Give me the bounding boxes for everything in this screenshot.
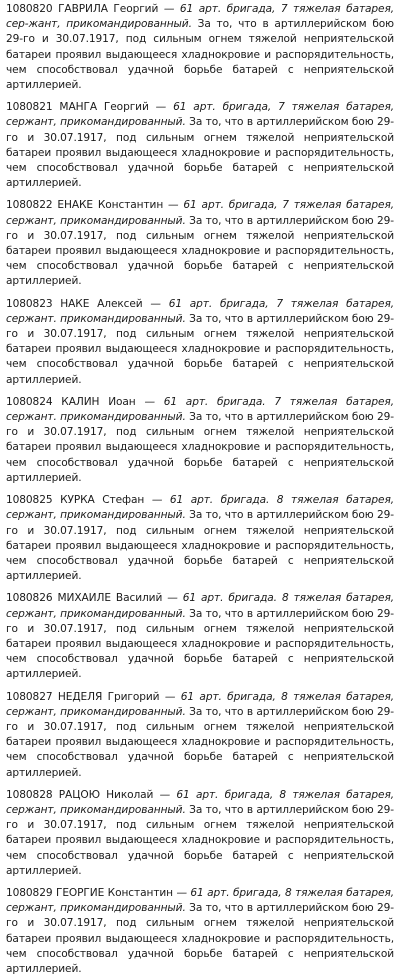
award-entry [6, 297, 394, 388]
award-entry [6, 690, 394, 781]
entry-citation: За то, что в артиллерийском бою 29-го и 30.07.1917, под сильным огнем тяжелой неприятельской батареи проявил выдающееся хладнокровие и распорядительность, чем способствовал удачной борьбе батарей с неприятельской артиллерией. [6, 607, 394, 681]
entry-name: ЕНАКЕ Константин [57, 199, 164, 212]
entry-unit: — 61 арт. бригада, 8 тяжелая батарея, сержант, прикомандированный. [6, 788, 394, 816]
entry-name: НАКЕ Алексей [60, 297, 143, 310]
entry-citation: За то, что в артиллерийском бою 29-го и 30.07.1917, под сильным огнем тяжелой неприятельской батареи проявил выдающееся хладнокровие и распорядительность, чем способствовал удачной борьбе батарей с неприятельской артиллерией. [6, 411, 394, 484]
entry-number: 1080824 [6, 395, 53, 408]
entry-name: НЕДЕЛЯ Григорий [57, 690, 160, 703]
entry-number: 1080820 [6, 3, 53, 15]
entry-unit: — 61 арт. бригада, 7 тяжелая батарея, сержант. прикомандированный. [6, 297, 394, 325]
entry-citation: За то, что в артиллерийском бою 29-го и 30.07.1917, под сильным огнем тяжелой неприятельской батареи проявил выдающееся хладнокровие и распорядительность, чем способствовал удачной борьбе батарей с неприятельской артиллерией. [6, 705, 394, 779]
entry-number: 1080829 [6, 886, 53, 899]
award-entry [6, 493, 394, 584]
entry-citation: За то, что в артиллерийском бою 29-го и 30.07.1917, под сильным огнем тяжелой неприятельской батареи проявил выдающееся хладнокровие и распорядительность, чем способствовал удачной борьбе батарей с неприятельской артиллерией. [6, 509, 394, 583]
entry-number: 1080823 [6, 297, 53, 310]
award-entry [6, 198, 394, 289]
award-entry [6, 886, 394, 977]
award-entry [6, 100, 394, 191]
entry-name: КАЛИН Иоан [61, 395, 136, 408]
award-entry [6, 788, 394, 879]
entry-unit: — 61 арт. бригада. 7 тяжелая батарея, сержант. прикомандированный. [6, 395, 394, 424]
award-entry [6, 591, 394, 682]
entry-name: МАНГА Георгий [59, 101, 149, 114]
entry-unit: — 61 арт. бригада, 7 тяжелая батарея, сержант, прикомандированный. [6, 199, 394, 227]
entry-citation: За то, что в артиллерийском бою 29-го и 30.07.1917, под сильным огнем тяжелой неприятельской батареи проявил выдающееся хладнокровие и распорядительность, чем способствовал удачной борьбе батарей с неприятельской артиллерией. [6, 803, 394, 877]
entry-number: 1080822 [6, 199, 53, 212]
entry-unit: — 61 арт. бригада, 8 тяжелая батарея, сержант, прикомандированный. [6, 690, 394, 718]
entry-unit: — 61 арт. бригада, 8 тяжелая батарея, сержант, прикомандированный. [6, 886, 394, 915]
entry-number: 1080828 [6, 788, 53, 801]
award-entry [6, 2, 394, 93]
entry-citation: За то, что в артиллерийском бою 29-го и 30.07.1917, под сильным огнем тяжелой неприятельской батареи проявил выдающееся хладнокровие и распорядительность, чем способствовал удачной борьбе батарей с неприятельской артиллерией. [6, 214, 394, 288]
entry-unit: — 61 арт. бригада, 7 тяжелая батарея, сер-жант, прикомандированный. [6, 3, 395, 31]
entry-name: ГЕОРГИЕ Константин [55, 886, 173, 899]
entry-name: РАЦОЮ Николай [58, 788, 154, 801]
entry-unit: — 61 арт. бригада. 8 тяжелая батарея, сержант, прикомандированный. [6, 592, 394, 620]
entry-name: МИХАИЛЕ Василий [57, 592, 163, 605]
entry-unit: — 61 арт. бригада. 8 тяжелая батарея, сержант, прикомандированный. [6, 494, 394, 522]
entry-number: 1080821 [6, 101, 53, 114]
entry-unit: — 61 арт. бригада, 7 тяжелая батарея, сержант, прикомандированный. [6, 101, 394, 129]
entry-citation: За то, что в артиллерийском бою 29-го и 30.07.1917, под сильным огнем тяжелой неприятельской батареи проявил выдающееся хладнокровие и распорядительность, чем способствовал удачной борьбе батарей с неприятельской артиллерией. [6, 18, 394, 92]
entry-citation: За то, что в артиллерийском бою 29-го и 30.07.1917, под сильным огнем тяжелой неприятельской батареи проявил выдающееся хладнокровие и распорядительность, чем способствовал удачной борьбе батарей с неприятельской артиллерией. [6, 902, 394, 975]
entry-number: 1080826 [6, 592, 53, 605]
entry-number: 1080827 [6, 690, 53, 703]
entry-citation: За то, что в артиллерийском бою 29-го и 30.07.1917, под сильным огнем тяжелой неприятельской батареи проявил выдающееся хладнокровие и распорядительность, чем способствовал удачной борьбе батарей с неприятельской артиллерией. [6, 116, 394, 190]
entry-citation: За то, что в артиллерийском бою 29-го и 30.07.1917, под сильным огнем тяжелой неприятельской батареи проявил выдающееся хладнокровие и распорядительность, чем способствовал удачной борьбе батарей с неприятельской артиллерией. [6, 312, 394, 386]
award-entry [6, 395, 394, 486]
entry-name: КУРКА Стефан [60, 494, 145, 507]
entry-number: 1080825 [6, 494, 53, 507]
entry-name: ГАВРИЛА Георгий [58, 3, 159, 15]
